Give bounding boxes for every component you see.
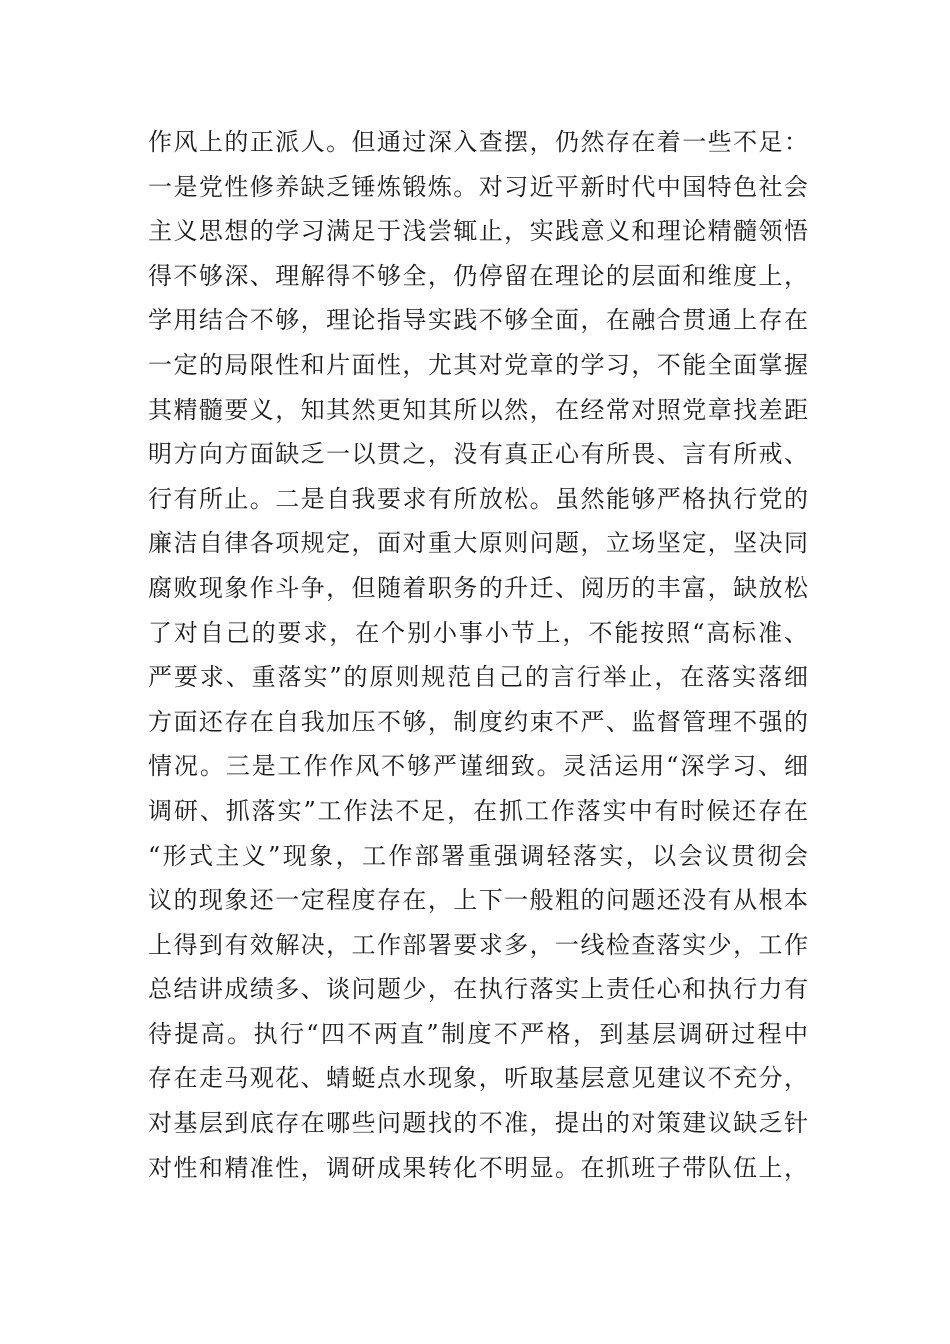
text-line: 其精髓要义，知其然更知其所以然，在经常对照党章找差距 [148,395,808,424]
text-line: 学用结合不够，理论指导实践不够全面，在融合贯通上存在 [148,306,808,335]
text-line: 方面还存在自我加压不够，制度约束不严、监督管理不强的 [148,707,808,736]
text-line: 腐败现象作斗争，但随着职务的升迁、阅历的丰富，缺放松 [148,573,808,602]
text-line: 情况。三是工作作风不够严谨细致。灵活运用“深学习、细 [148,752,808,781]
text-line: 了对自己的要求，在个别小事小节上，不能按照“高标准、 [148,618,808,647]
text-line: 调研、抓落实”工作法不足，在抓工作落实中有时候还存在 [148,796,808,825]
text-line: 存在走马观花、蜻蜓点水现象，听取基层意见建议不充分， [148,1064,808,1093]
text-line: 一定的局限性和片面性，尤其对党章的学习，不能全面掌握 [148,350,808,379]
text-line: 一是党性修养缺乏锤炼锻炼。对习近平新时代中国特色社会 [148,172,808,201]
text-line: 待提高。执行“四不两直”制度不严格，到基层调研过程中 [148,1019,808,1048]
text-line: 上得到有效解决，工作部署要求多，一线检查落实少，工作 [148,930,808,959]
text-line: 对基层到底存在哪些问题找的不准，提出的对策建议缺乏针 [148,1109,808,1138]
text-line: “形式主义”现象，工作部署重强调轻落实，以会议贯彻会 [148,841,808,870]
text-line: 议的现象还一定程度存在，上下一般粗的问题还没有从根本 [148,886,808,915]
text-line: 明方向方面缺乏一以贯之，没有真正心有所畏、言有所戒、 [148,440,808,469]
text-line: 作风上的正派人。但通过深入查摆，仍然存在着一些不足： [148,128,808,156]
text-line: 行有所止。二是自我要求有所放松。虽然能够严格执行党的 [148,484,808,513]
text-line: 主义思想的学习满足于浅尝辄止，实践意义和理论精髓领悟 [148,217,808,246]
body-text [148,120,808,1190]
text-line: 得不够深、理解得不够全，仍停留在理论的层面和维度上， [148,261,808,290]
text-line: 总结讲成绩多、谈问题少，在执行落实上责任心和执行力有 [148,975,808,1004]
text-line: 对性和精准性，调研成果转化不明显。在抓班子带队伍上， [148,1153,808,1182]
text-line: 廉洁自律各项规定，面对重大原则问题，立场坚定，坚决同 [148,529,808,558]
text-line: 严要求、重落实”的原则规范自己的言行举止，在落实落细 [148,663,808,692]
